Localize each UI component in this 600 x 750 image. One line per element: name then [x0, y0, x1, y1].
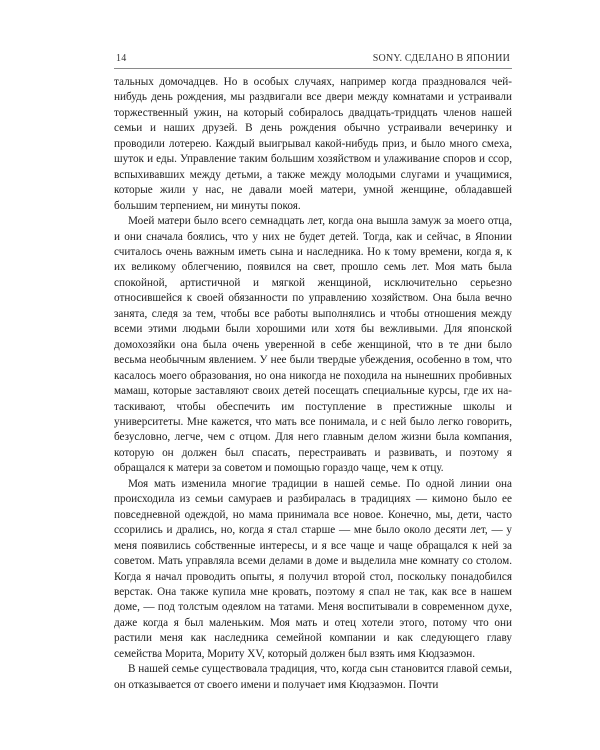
paragraph-4: В нашей семье существовала традиция, что, когда сын становится главой семьи, он отказывается от своего имени и получает имя Кюдзаэмон. Почти [114, 663, 512, 691]
book-page [114, 52, 512, 693]
paragraph-2: Моей матери было всего семнадцать лет, когда она вышла замуж за моего отца, и они сначала боялись, что у них не будет детей. Тогда, как и сейчас, в Японии считалось очень важным иметь сына и наследника. Но к тому времени, когда я, к их великому облегчению, появился на свет, прошло семь лет. Моя мать была спокойной, артистичной и мягкой женщиной, исключительно серьезно относившейся к своей обязанности по управлению хозяйством. Она была вечно занята, следя за тем, чтобы все работы выполнялись и чтобы отношения между всеми этими людьми были хорошими или хотя бы вежливыми. Для японской домохозяйки она была очень уверенной в себе женщиной, что в те дни было весьма необычным явлением. У нее были твердые убеждения, особенно в том, что касалось моего образования, но она никогда не походила на нынешних пробивных мамаш, которые заставляют своих детей посещать специальные курсы, где их натаскивают, чтобы обеспечить им поступление в престижные школы и университеты. Мне кажется, что мать все понимала, и с ней было легко говорить, безусловно, легче, чем с отцом. Для него главным делом жизни была компания, которую он должен был спасать, перестраивать и развивать, и поэтому я обращался к матери за советом и помощью гораздо чаще, чем к отцу. [114, 215, 512, 475]
page-number: 14 [116, 53, 127, 64]
body-text [114, 75, 512, 693]
paragraph-1: тальных домочадцев. Но в особых случаях, например когда праздновался чей-нибудь день рождения, мы раздвигали все двери между комнатами и устраивали торжественный ужин, на который собиралось двадцать-тридцать членов нашей семьи и наших друзей. В день рождения обычно устраивали вечеринку и проводили лотерею. Каждый выигрывал какой-нибудь приз, и было много смеха, шуток и еды. Управление таким большим хозяйством и улаживание споров и ссор, вспыхивавших между детьми, а также между молодыми слугами и учащимися, которые жили у нас, не давали моей матери, умной женщине, обладавшей большим терпением, ни минуты покоя. [114, 76, 512, 212]
running-head [114, 52, 512, 68]
header-divider [114, 68, 512, 69]
running-title: SONY. СДЕЛАНО В ЯПОНИИ [372, 53, 510, 64]
paragraph-3: Моя мать изменила многие традиции в нашей семье. По одной линии она происходила из семьи самураев и разбиралась в традициях — кимоно было ее повседневной одеждой, но мама принимала все новое. Конечно, мы, дети, часто ссорились и дрались, но, когда я стал старше — мне было около десяти лет, — у меня появились собственные интересы, и я все чаще и чаще обращался к ней за советом. Мать управляла всеми делами в доме и выделила мне комнату со столом. Когда я начал проводить опыты, я получил второй стол, поскольку понадобился верстак. Она также купила мне кровать, поэтому я спал не так, как все в нашем доме, — под толстым одеялом на татами. Меня воспитывали в современном духе, даже когда я был маленьким. Моя мать и отец хотели этого, потому что они растили меня как наследника семейной компании и как следующего главу семейства Морита, Мориту XV, который должен был взять имя Кюдзаэмон. [114, 477, 512, 660]
